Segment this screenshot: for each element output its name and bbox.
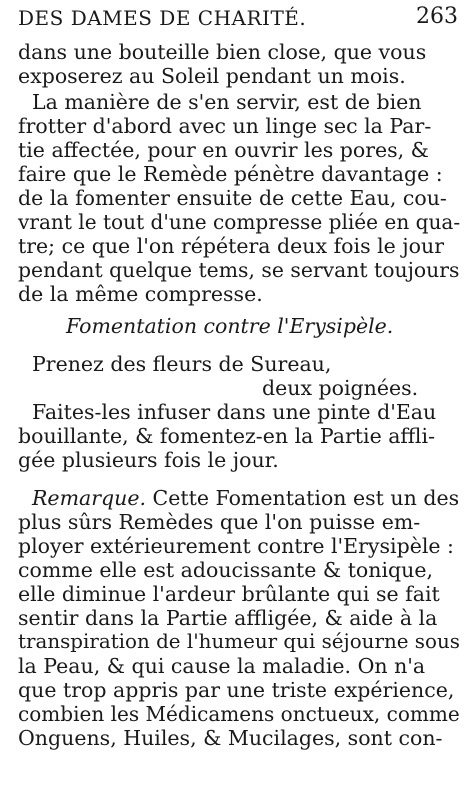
recipe-line: deux poignées.: [262, 376, 419, 400]
text-line: La manière de s'en servir, est de bien: [32, 90, 422, 114]
page-number: 263: [416, 4, 458, 29]
remark-label: Remarque.: [32, 486, 147, 510]
remark-first-line: [32, 486, 459, 510]
text-line: Onguens, Huiles, & Mucilages, sont con-: [18, 726, 443, 750]
text-line: Faites-les infuser dans une pinte d'Eau: [32, 400, 437, 424]
text-line: ployer extérieurement contre l'Erysipèle :: [18, 534, 454, 558]
text-line: tie affectée, pour en ouvrir les pores, &: [18, 138, 429, 162]
text-line: plus sûrs Remèdes que l'on puisse em-: [18, 510, 421, 534]
text-line: elle diminue l'ardeur brûlante qui se fait: [18, 582, 440, 606]
running-head: DES DAMES DE CHARITÉ.: [18, 6, 307, 30]
text-line: exposerez au Soleil pendant un mois.: [18, 64, 406, 88]
remark-first-line-text: Cette Fomentation est un des: [146, 486, 460, 510]
text-line: gée plusieurs fois le jour.: [18, 448, 279, 472]
page-header: [18, 4, 458, 32]
text-line: la Peau, & qui cause la maladie. On n'a: [18, 654, 426, 678]
text-line: de la fomenter ensuite de cette Eau, cou-: [18, 186, 447, 210]
text-line: sentir dans la Partie affligée, & aide à la: [18, 606, 438, 630]
text-line: que trop appris par une triste expérience,: [18, 678, 455, 702]
text-line: frotter d'abord avec un linge sec la Par-: [18, 114, 432, 138]
text-line: transpiration de l'humeur qui séjourne sous: [18, 630, 460, 653]
text-line: faire que le Remède pénètre davantage :: [18, 162, 443, 186]
text-line: comme elle est adoucissante & tonique,: [18, 558, 434, 582]
recipe-line: Prenez des fleurs de Sureau,: [32, 352, 332, 376]
text-line: combien les Médicamens onctueux, comme: [18, 702, 460, 726]
text-line: tre; ce que l'on répétera deux fois le jour: [18, 234, 445, 258]
text-line: bouillante, & fomentez-en la Partie affli-: [18, 424, 436, 448]
text-line: dans une bouteille bien close, que vous: [18, 40, 427, 64]
text-line: vrant le tout d'une compresse pliée en qua-: [18, 210, 461, 234]
text-line: de la même compresse.: [18, 282, 263, 306]
text-line: pendant quelque tems, se servant toujours: [18, 258, 460, 282]
section-title: Fomentation contre l'Erysipèle.: [66, 314, 394, 338]
